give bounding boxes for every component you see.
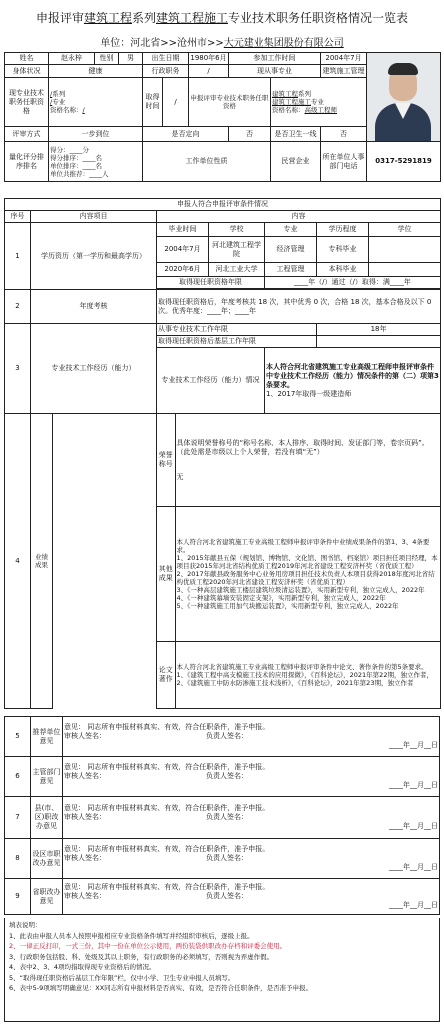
- capability-label: 专业技术工作经历（能力）情况: [157, 348, 265, 414]
- edu-cell: [369, 263, 441, 277]
- op-5-content: 意见： 同志所有申报材料真实、有效，符合任职条件，准予申报。 审核人签名： 负责人签名： ____年__月__日: [63, 717, 440, 757]
- other-results-label: 其他成果: [157, 507, 175, 641]
- op-6-content: 意见： 同志所有申报材料真实、有效，符合任职条件，准予申报。 审核人签名： 负责人签名： ____年__月__日: [63, 757, 440, 797]
- health-label: 身体状况: [5, 65, 49, 77]
- op-9-no: 9: [5, 879, 31, 915]
- directional-label: 是否定向: [143, 127, 229, 142]
- hr-phone-label: 所在单位人事部门电话: [321, 142, 367, 182]
- review-way-value: 一步到位: [49, 127, 143, 142]
- tech-position-value: /系列 /专业 资格名称：/: [49, 77, 143, 127]
- unit-nature-value: 民营企业: [271, 142, 321, 182]
- acquire-time-value: /: [163, 77, 189, 127]
- basic-info-table: [4, 52, 441, 182]
- apply-qualification-value: 建筑工程系列 建筑工程施工专业 资格名称：高级工程师: [271, 77, 367, 127]
- section-title: 申报人符合申报评审条件情况: [5, 199, 441, 211]
- col-content-header: 内容: [157, 211, 441, 223]
- op-5-label: 推荐单位意见: [31, 717, 63, 757]
- other-inner: [157, 507, 440, 641]
- col-no-header: 序号: [5, 211, 31, 223]
- papers-block: [157, 642, 441, 709]
- health-value: 健康: [49, 65, 143, 77]
- edu-head-degree: 学位: [369, 223, 441, 237]
- edu-head-level: 学历程度: [317, 223, 369, 237]
- page-title: 申报评审建筑工程系列建筑工程施工专业技术职务任职资格情况一览表: [35, 11, 409, 25]
- hr-phone-value: 0317-5291819: [367, 142, 441, 182]
- op-9-content: 意见： 同志所有申报材料真实、有效，符合任职条件，准予申报。 审核人签名： 负责人签名： ____年__月__日: [63, 879, 440, 915]
- op-8-no: 8: [5, 839, 31, 879]
- birth-label: 出生日期: [143, 53, 189, 65]
- edu-cell: [369, 237, 441, 263]
- edu-head-major: 专业: [265, 223, 317, 237]
- edu-head-time: 毕业时间: [157, 223, 209, 237]
- op-6-label: 主管部门意见: [31, 757, 63, 797]
- note-item: 1、此表由申报人员本人按照申报相应专业资格条件填写并经组织审核后，逐级上报。: [9, 931, 254, 940]
- note-item: 3、行政职务包括股、科、处级及其以上职务，有行政职务的必须填写，否则视为弄虚作假。: [9, 952, 274, 961]
- edu-cell: 河北建筑工程学院: [209, 237, 265, 263]
- review-way-label: 评审方式: [5, 127, 49, 142]
- papers-label: 论文著作: [157, 642, 175, 708]
- row-3-item: 专业技术工作经历（能力）: [31, 324, 157, 414]
- op-7-content: 意见： 同志所有申报材料真实、有效，符合任职条件，准予申报。 审核人签名： 负责人签名： ____年__月__日: [63, 797, 440, 839]
- row-2-no: 2: [5, 290, 31, 324]
- annual-review-text: 取得现任职资格后，年度考核共 18 次，其中优秀 0 次，合格 18 次，基本合格及以下 0 次。优秀年度：____年；____年: [157, 290, 441, 324]
- edu-cell: 工程管理: [265, 263, 317, 277]
- edu-cell: 专科毕业: [317, 237, 369, 263]
- op-7-label: 县(市、区)职改办意见: [31, 797, 63, 839]
- other-results-block: [157, 507, 441, 642]
- opinions-table: [4, 716, 440, 915]
- note-item: 2、一律正反打印，一式三份，其中一份在单位公示使用，两份装袋供职改办存档和评委会使用。: [9, 942, 287, 950]
- honor-label: 荣誉称号: [157, 414, 175, 506]
- tech-position-label: 现专业技术职务任职资格: [5, 77, 49, 127]
- acquire-time-label: 取得时间: [143, 77, 163, 127]
- photo-cell: [367, 53, 441, 142]
- qual-years-label: 取得现任职资格年限: [157, 277, 265, 289]
- conditions-table: [4, 198, 441, 709]
- work-label: 参加工作时间: [229, 53, 321, 65]
- name-label: 姓名: [5, 53, 49, 65]
- work-years-value: 18年: [317, 324, 441, 336]
- op-5-no: 5: [5, 717, 31, 757]
- row-2-item: 年度考核: [31, 290, 157, 324]
- papers-inner: [157, 642, 440, 708]
- row-1-no: 1: [5, 223, 31, 290]
- name-value: 赵永梓: [49, 53, 95, 65]
- gender-value: 男: [119, 53, 143, 65]
- note-item: 5、“取得现任职资格后基层工作年限”栏，仅中小学、卫生专业申报人员填写。: [9, 973, 235, 982]
- work-value: 2004年7月: [321, 53, 367, 65]
- edu-head-school: 学校: [209, 223, 265, 237]
- note-item: 6、表中5-9项填写明确意见：XX同志所有申报材料是否真实、有效，是否符合任职条件，是否准予申报。: [9, 984, 313, 992]
- other-results-content: 本人符合河北省建筑施工专业高级工程师申报评审条件中业绩成果条件的第1、3、4条要求。 1、2015年献县五保（规划馆、博物馆、文化馆、图书馆、档案馆）项目担任项目经理，本项目获2015年河北省结构优质工程2019年河北省建设工程安济杯奖（省优质工程） 2、2017年献县政务服务中心业务用房项目担任技术负责人本项目获得2018年度河北省结构优质工程2020年河北省建设工程安济杯奖（省优质工程） 3、《一种高层建筑施工楼层建筑垃圾清运装置》，实用新型专利，独立完成人，2022年 4、《一种建筑幕墙安装固定支架》，实用新型专利，独立完成人，2022年 5、《一种建筑施工用加气块搬运装置》，实用新型专利，独立完成人，2022年: [176, 538, 438, 610]
- admin-label: 行政职务: [143, 65, 189, 77]
- op-8-content: 意见： 同志所有申报材料真实、有效，符合任职条件，准予申报。 审核人签名： 负责人签名： ____年__月__日: [63, 839, 440, 879]
- health-frontline-value: 否: [321, 127, 367, 142]
- work-years-label: 从事专业技术工作年限: [157, 324, 317, 336]
- gender-label: 性别: [95, 53, 119, 65]
- qual-years-value: ____年（/）通过（/）取得：满____年: [265, 277, 441, 289]
- capability-value: 本人符合河北省建筑施工专业高级工程师申报评审条件中专业技术工作经历（能力）情况条件的第（二）项第3条要求。 1、2017年取得一级建造师: [265, 348, 441, 414]
- grassroots-years-value: [317, 336, 441, 348]
- health-frontline-label: 是否卫生一线: [271, 127, 321, 142]
- edu-cell: 经济管理: [265, 237, 317, 263]
- edu-cell: 2004年7月: [157, 237, 209, 263]
- op-6-no: 6: [5, 757, 31, 797]
- edu-cell: 2020年6月: [157, 263, 209, 277]
- op-8-label: 设区市职改办意见: [31, 839, 63, 879]
- birth-value: 1980年6月: [189, 53, 229, 65]
- applicant-photo: [367, 53, 440, 141]
- score-rank-label: 量化评分排序排名: [5, 142, 49, 182]
- papers-content: 本人符合河北省建筑施工专业高级工程师申报评审条件中论文、著作条件的第5条要求。 1、《建筑工程中高支模施工技术的应用探微》，《百科论坛》，2021年第22期，独立作者， 2、《建筑施工中防水防渗施工技术浅析》，《百科论坛》，2021年第23期，独立作者: [176, 663, 433, 687]
- notes-title: 填表说明：: [9, 921, 42, 929]
- apply-qualification-label: 申报评审专业技术职务任职资格: [189, 77, 271, 127]
- current-major-label: 现从事专业: [229, 65, 321, 77]
- fill-instructions: [4, 918, 440, 1022]
- honor-inner: [157, 414, 440, 506]
- honor-content: 具体说明荣誉称号的“称号名称、本人排序、取得时间、发证部门等，卷宗页码”。（此处需是市级以上个人荣誉，若没有填“无”） 无: [176, 438, 429, 481]
- op-7-no: 7: [5, 797, 31, 839]
- note-item: 4、表中2、3、4项均指取得现专业资格后的情况。: [9, 963, 156, 971]
- row-4-no: 4: [5, 414, 31, 709]
- grassroots-years-label: 取得现任职资格后基层工作年限: [157, 336, 317, 348]
- honor-block: [157, 414, 441, 507]
- edu-cell: 河北工业大学: [209, 263, 265, 277]
- admin-value: /: [189, 65, 229, 77]
- score-rank-value: 得分：____分 得分排序：____名 单位排序：____名 单位共推荐：____人: [49, 142, 143, 182]
- row-3-no: 3: [5, 324, 31, 414]
- col-item-header: 内容项目: [31, 211, 157, 223]
- unit-line: 单位：河北省>>沧州市>>大元建业集团股份有限公司: [100, 38, 344, 49]
- edu-cell: 本科毕业: [317, 263, 369, 277]
- row-4-item: 业绩成果: [31, 414, 53, 709]
- unit-nature-label: 工作单位性质: [143, 142, 271, 182]
- op-9-label: 省职改办意见: [31, 879, 63, 915]
- current-major-value: 建筑施工管理: [321, 65, 367, 77]
- row-1-item: 学历资历（第一学历和最高学历）: [31, 223, 157, 290]
- directional-value: 否: [229, 127, 271, 142]
